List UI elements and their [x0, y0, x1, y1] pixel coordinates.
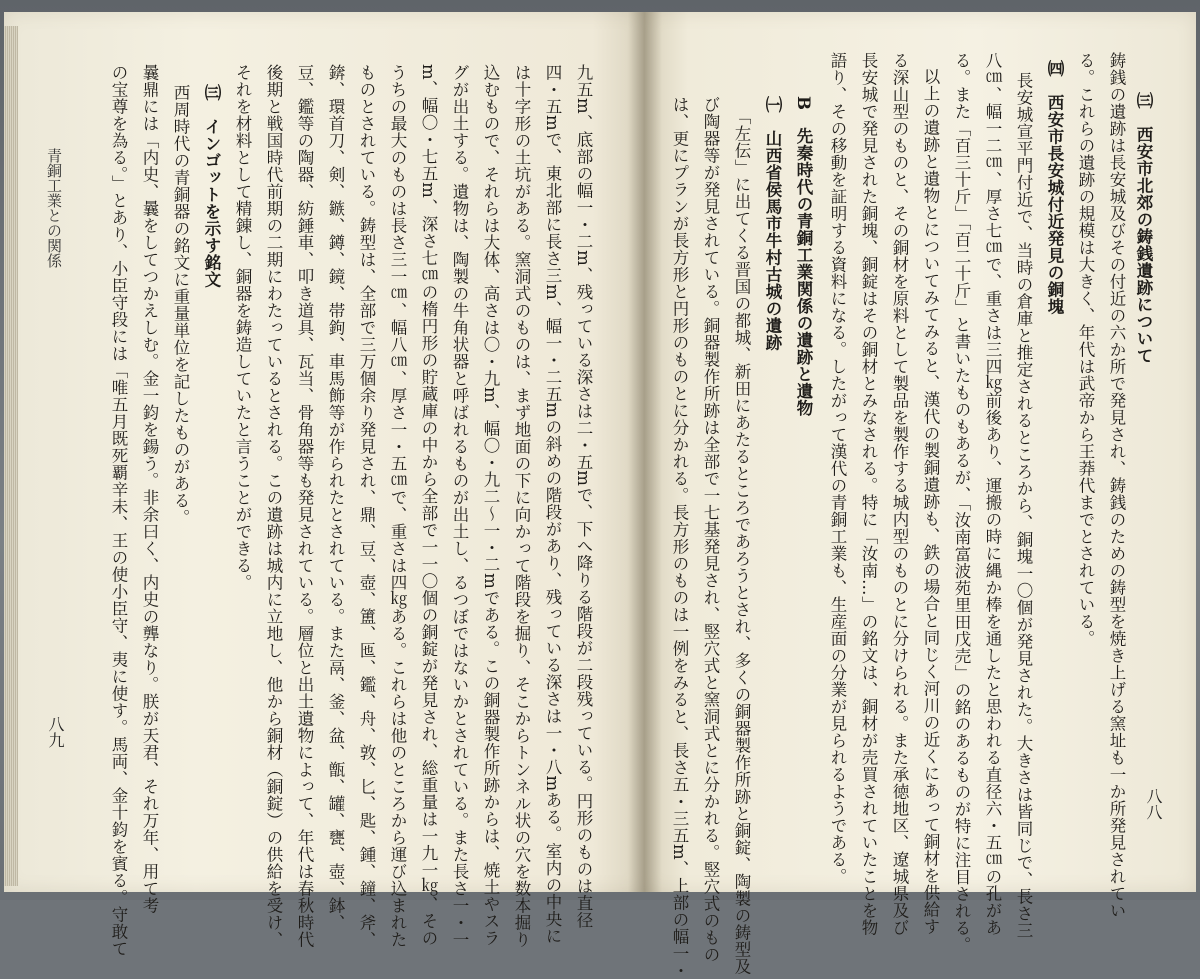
right-text-line: る。また「百三十斤」「百二十斤」と書いたものもあるが、「汝南富波苑里田戊売」の銘のあるものが特に注目される。: [952, 52, 971, 954]
right-text-line: る。これらの遺跡の規模は大きく、年代は武帝から王莽代までとされている。: [1076, 52, 1095, 647]
right-text-line: 長安城宣平門付近で、当時の倉庫と推定されるところから、銅塊一〇個が発見された。大きさは皆同じで、長さ三: [1014, 72, 1033, 939]
right-text-line: 「左伝」に出てくる晋国の都城、新田にあたるところであろうとされ、多くの銅器製作所跡と銅錠、陶製の鋳型及: [732, 108, 751, 975]
right-heading-3: ㈢ 西安市北郊の鋳銭遺跡について: [1134, 92, 1153, 364]
left-text-line: それを材料として精錬し、銅器を鋳造していたと言うことができる。: [233, 64, 252, 591]
running-title: 青銅工業との関係: [45, 148, 63, 268]
right-text-line: 語り、その移動を証明する資料になる。したがって漢代の青銅工業も、生産面の分業が見られるようである。: [828, 52, 847, 885]
left-text-line: 後期と戦国時代前期の二期にわたっているとされる。この遺跡は城内に立地し、他から銅材（銅錠）の供給を受け、: [264, 64, 283, 948]
right-heading-1: ㈠ 山西省侯馬市牛村古城の遺跡: [763, 96, 782, 351]
left-text-line: 豆、鑑等の陶器、紡錘車、叩き道具、瓦当、骨角器等も発見されている。層位と出土遺物によって、年代は春秋時代: [295, 64, 314, 948]
open-book: [4, 12, 1196, 979]
right-heading-4: ㈣ 西安市長安城付近発見の銅塊: [1045, 60, 1064, 315]
right-text-line: び陶器等が発見されている。銅器製作所跡は全部で一七基発見され、竪穴式と窯洞式とに分かれる。竪穴式のもの: [701, 96, 720, 963]
left-text-line: 込むもので、それらは大体、高さは〇・九m、幅〇・九二〜一・二mである。この銅器製作所跡からは、焼土やスラ: [481, 64, 500, 947]
right-text-line: 八㎝、幅一二㎝、厚さ七㎝で、重さは三四㎏前後あり、運搬の時に縄か棒を通したと思われる直径六・五㎝の孔があ: [983, 52, 1002, 936]
left-text-line: うちの最大のものは長さ三一㎝、幅八㎝、厚さ一・五㎝で、重さは四㎏ある。これらは他のところから運び込まれた: [388, 64, 407, 948]
right-text-line: 以上の遺跡と遺物とについてみてみると、漢代の製銅遺跡も、鉄の場合と同じく河川の近くにあって銅材を供給す: [921, 68, 940, 935]
right-text-line: は、更にプランが長方形と円形のものとに分かれる。長方形のものは一例をみると、長さ五・三五m、上部の幅一・: [670, 96, 689, 979]
right-text-line: 鋳銭の遺跡は長安城及びその付近の六か所で発見され、鋳銭のための鋳型を焼き上げる窯址も一か所発見されてい: [1107, 52, 1126, 919]
left-heading-3: ㈢ インゴットを示す銘文: [202, 84, 221, 288]
right-text-line: 長安城で発見された銅塊、銅錠はその銅材とみなされる。特に「汝南…」の銘文は、銅材が売買されていたことを物: [859, 52, 878, 936]
right-text-line: る深山型のものと、その銅材を原料として製品を製作する城内型のものとに分けられる。また承徳地区、遼城県及び: [890, 52, 909, 936]
right-section-heading-b: B 先秦時代の青銅工業関係の遺跡と遺物: [794, 96, 813, 417]
left-text-line: 曩鼎には「内史、曩をしてつかえしむ。金一鈞を鍚う。非余曰く、内史の龏なり。朕が天君、それ万年、用て考: [140, 64, 159, 914]
book-gutter: [628, 12, 662, 892]
left-text-line: は十字形の土坑がある。窯洞式のものは、まず地面の下に向かって階段を掘り、そこからトンネル状の穴を数本掘り: [512, 64, 531, 948]
left-text-line: 九五m、底部の幅一・二m、残っている深さは二・五mで、下へ降りる階段が二段残っている。円形のものは直径: [574, 64, 593, 929]
right-page-number: 八八: [1144, 788, 1163, 820]
left-page-number: 八九: [46, 716, 65, 748]
left-text-line: ものとされている。鋳型は、全部で三万個余り発見され、鼎、豆、壺、簠、匜、鑑、舟、敦、匕、匙、鍾、鐘、斧、: [357, 64, 376, 948]
left-text-line: 錛、環首刀、剣、鏃、鐏、鏡、帯鉤、車馬飾等が作られたとされている。また鬲、釜、盆、甑、罐、甕、壺、鉢、: [326, 64, 345, 931]
left-text-line: の宝尊を為る。」とあり、小臣守段には「唯五月既死覇辛未、王の使小臣守、夷に使す。馬両、金十鈞を賓る。守敢て: [109, 64, 128, 957]
left-text-line: 四・五mで、東北部に長さ三m、幅一・二五mの斜めの階段があり、残っている深さは一・八mある。室内の中央に: [543, 64, 562, 945]
left-text-line: 西周時代の青銅器の銘文に重量単位を記したものがある。: [171, 84, 190, 526]
page-edge-stack: [4, 26, 18, 886]
left-text-line: グが出土する。遺物は、陶製の牛角状器と呼ばれるものが出土し、るつぼではないかとされている。また長さ一・一: [450, 64, 469, 948]
left-text-line: m、幅〇・七五m、深さ七㎝の楕円形の貯蔵庫の中から全部で一一〇個の銅錠が発見され、総重量は一九一㎏、その: [419, 64, 438, 947]
